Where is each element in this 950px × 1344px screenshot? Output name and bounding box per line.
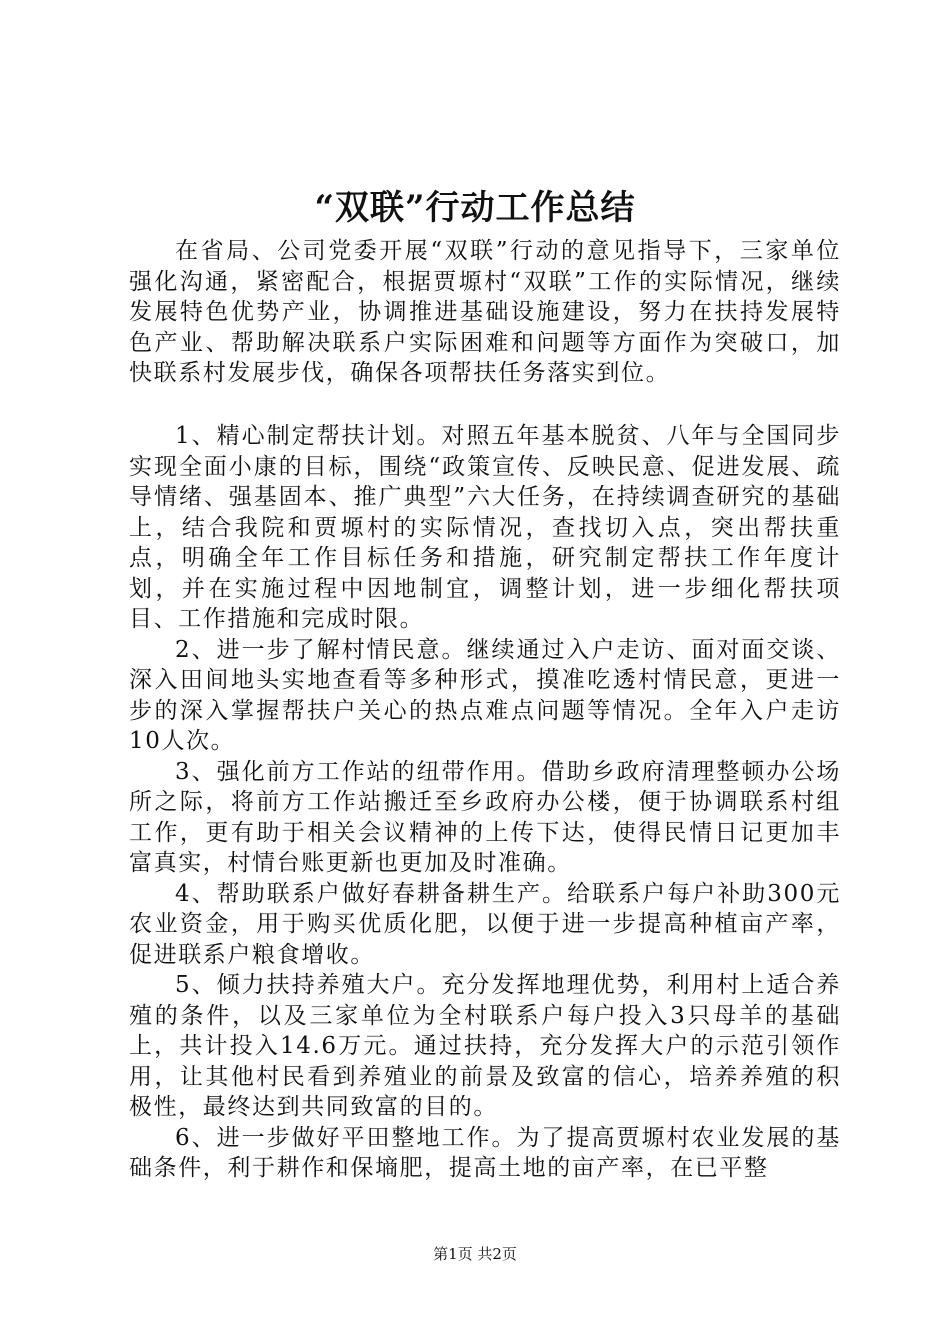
page-footer: [0, 1244, 950, 1264]
work-items-section: [129, 421, 841, 1184]
document-title: “双联”行动工作总结: [314, 188, 636, 228]
page-total: 共2页: [477, 1245, 517, 1263]
work-item-3: 3、强化前方工作站的纽带作用。借助乡政府清理整顿办公场所之际，将前方工作站搬迁至乡政府办公楼，便于协调联系村组工作，更有助于相关会议精神的上传下达，使得民情日记更加丰富真实，村情台账更新也更加及时准确。: [129, 758, 841, 876]
work-item-2: 2、进一步了解村情民意。继续通过入户走访、面对面交谈、深入田间地头实地查看等多种形式，摸准吃透村情民意，更进一步的深入掌握帮扶户关心的热点难点问题等情况。全年入户走访10人次。: [129, 636, 841, 754]
work-item-4: 4、帮助联系户做好春耕备耕生产。给联系户每户补助300元农业资金，用于购买优质化肥，以便于进一步提高种植亩产率，促进联系户粮食增收。: [129, 880, 841, 968]
work-item-6: 6、进一步做好平田整地工作。为了提高贾塬村农业发展的基础条件，利于耕作和保墒肥，提高土地的亩产率，在已平整: [129, 1124, 841, 1181]
page-number: 第1页: [433, 1245, 473, 1263]
intro-section: [129, 236, 841, 389]
work-item-5: 5、倾力扶持养殖大户。充分发挥地理优势，利用村上适合养殖的条件，以及三家单位为全村联系户每户投入3只母羊的基础上，共计投入14.6万元。通过扶持，充分发挥大户的示范引领作用，让其他村民看到养殖业的前景及致富的信心，培养养殖的积极性，最终达到共同致富的目的。: [129, 972, 841, 1120]
intro-paragraph: 在省局、公司党委开展“双联”行动的意见指导下，三家单位强化沟通，紧密配合，根据贾塬村“双联”工作的实际情况，继续发展特色优势产业，协调推进基础设施建设，努力在扶持发展特色产业、帮助解决联系户实际困难和问题等方面作为突破口，加快联系村发展步伐，确保各项帮扶任务落实到位。: [129, 238, 841, 386]
work-item-1: 1、精心制定帮扶计划。对照五年基本脱贫、八年与全国同步实现全面小康的目标，围绕“政策宣传、反映民意、促进发展、疏导情绪、强基固本、推广典型”六大任务，在持续调查研究的基础上，结合我院和贾塬村的实际情况，查找切入点，突出帮扶重点，明确全年工作目标任务和措施，研究制定帮扶工作年度计划，并在实施过程中因地制宜，调整计划，进一步细化帮扶项目、工作措施和完成时限。: [129, 423, 841, 632]
